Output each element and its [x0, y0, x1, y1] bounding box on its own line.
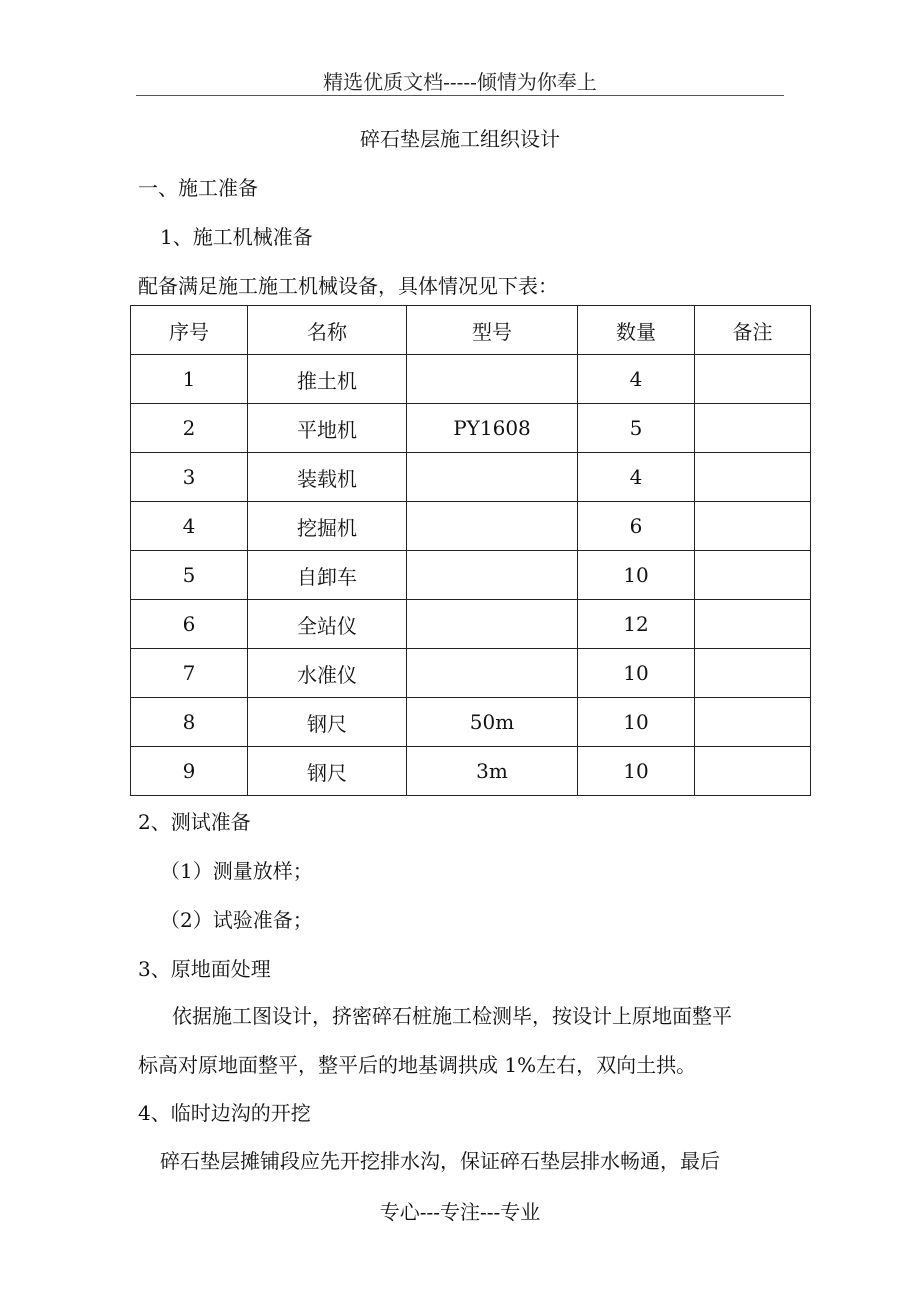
cell-model — [407, 355, 578, 404]
table-row — [131, 551, 811, 600]
subsection-heading-ditch: 4、临时边沟的开挖 — [138, 1101, 311, 1125]
cell-name: 水准仪 — [248, 649, 407, 698]
table-row — [131, 453, 811, 502]
page-header: 精选优质文档-----倾情为你奉上 — [323, 70, 597, 94]
cell-remarks — [695, 600, 811, 649]
cell-quantity: 10 — [578, 551, 695, 600]
testing-item-survey: （1）测量放样； — [160, 859, 313, 883]
table-row — [131, 600, 811, 649]
cell-index: 1 — [131, 355, 248, 404]
section-heading-preparation: 一、施工准备 — [138, 176, 258, 200]
table-header-row — [131, 306, 811, 355]
testing-item-trial: （2）试验准备； — [160, 908, 313, 932]
cell-name: 装载机 — [248, 453, 407, 502]
header-cell-remarks: 备注 — [695, 306, 811, 355]
cell-index: 4 — [131, 502, 248, 551]
header-cell-index: 序号 — [131, 306, 248, 355]
table-row — [131, 649, 811, 698]
cell-index: 5 — [131, 551, 248, 600]
cell-remarks — [695, 649, 811, 698]
table-row — [131, 502, 811, 551]
cell-model — [407, 453, 578, 502]
cell-name: 全站仪 — [248, 600, 407, 649]
page-footer: 专心---专注---专业 — [379, 1200, 541, 1224]
document-title: 碎石垫层施工组织设计 — [360, 127, 560, 151]
header-cell-quantity: 数量 — [578, 306, 695, 355]
cell-quantity: 10 — [578, 747, 695, 796]
cell-quantity: 5 — [578, 404, 695, 453]
ground-paragraph-line1: 依据施工图设计，挤密碎石桩施工检测毕，按设计上原地面整平 — [172, 1004, 732, 1028]
cell-name: 钢尺 — [248, 698, 407, 747]
cell-model — [407, 551, 578, 600]
cell-quantity: 10 — [578, 649, 695, 698]
cell-index: 3 — [131, 453, 248, 502]
cell-model — [407, 502, 578, 551]
cell-quantity: 4 — [578, 355, 695, 404]
cell-name: 平地机 — [248, 404, 407, 453]
cell-model: 3m — [407, 747, 578, 796]
header-cell-model: 型号 — [407, 306, 578, 355]
cell-name: 推土机 — [248, 355, 407, 404]
ditch-paragraph-line1: 碎石垫层摊铺段应先开挖排水沟，保证碎石垫层排水畅通，最后 — [160, 1149, 720, 1173]
table-row — [131, 355, 811, 404]
cell-model — [407, 649, 578, 698]
cell-quantity: 6 — [578, 502, 695, 551]
cell-name: 自卸车 — [248, 551, 407, 600]
header-divider — [136, 95, 784, 96]
cell-index: 7 — [131, 649, 248, 698]
cell-remarks — [695, 404, 811, 453]
cell-remarks — [695, 502, 811, 551]
table-row — [131, 404, 811, 453]
cell-index: 9 — [131, 747, 248, 796]
ground-paragraph-line2: 标高对原地面整平，整平后的地基调拱成 1%左右，双向土拱。 — [138, 1053, 697, 1077]
table-row — [131, 747, 811, 796]
cell-name: 挖掘机 — [248, 502, 407, 551]
cell-remarks — [695, 698, 811, 747]
cell-index: 6 — [131, 600, 248, 649]
subsection-heading-ground: 3、原地面处理 — [138, 957, 271, 981]
cell-quantity: 4 — [578, 453, 695, 502]
machinery-intro-text: 配备满足施工施工机械设备，具体情况见下表： — [138, 274, 558, 298]
equipment-table — [130, 305, 811, 796]
cell-quantity: 12 — [578, 600, 695, 649]
cell-index: 2 — [131, 404, 248, 453]
cell-remarks — [695, 355, 811, 404]
cell-index: 8 — [131, 698, 248, 747]
cell-remarks — [695, 453, 811, 502]
subsection-heading-machinery: 1、施工机械准备 — [160, 225, 313, 249]
cell-model — [407, 600, 578, 649]
subsection-heading-testing: 2、测试准备 — [138, 810, 251, 834]
cell-model: PY1608 — [407, 404, 578, 453]
table-row — [131, 698, 811, 747]
cell-remarks — [695, 747, 811, 796]
cell-model: 50m — [407, 698, 578, 747]
header-cell-name: 名称 — [248, 306, 407, 355]
cell-name: 钢尺 — [248, 747, 407, 796]
cell-remarks — [695, 551, 811, 600]
cell-quantity: 10 — [578, 698, 695, 747]
